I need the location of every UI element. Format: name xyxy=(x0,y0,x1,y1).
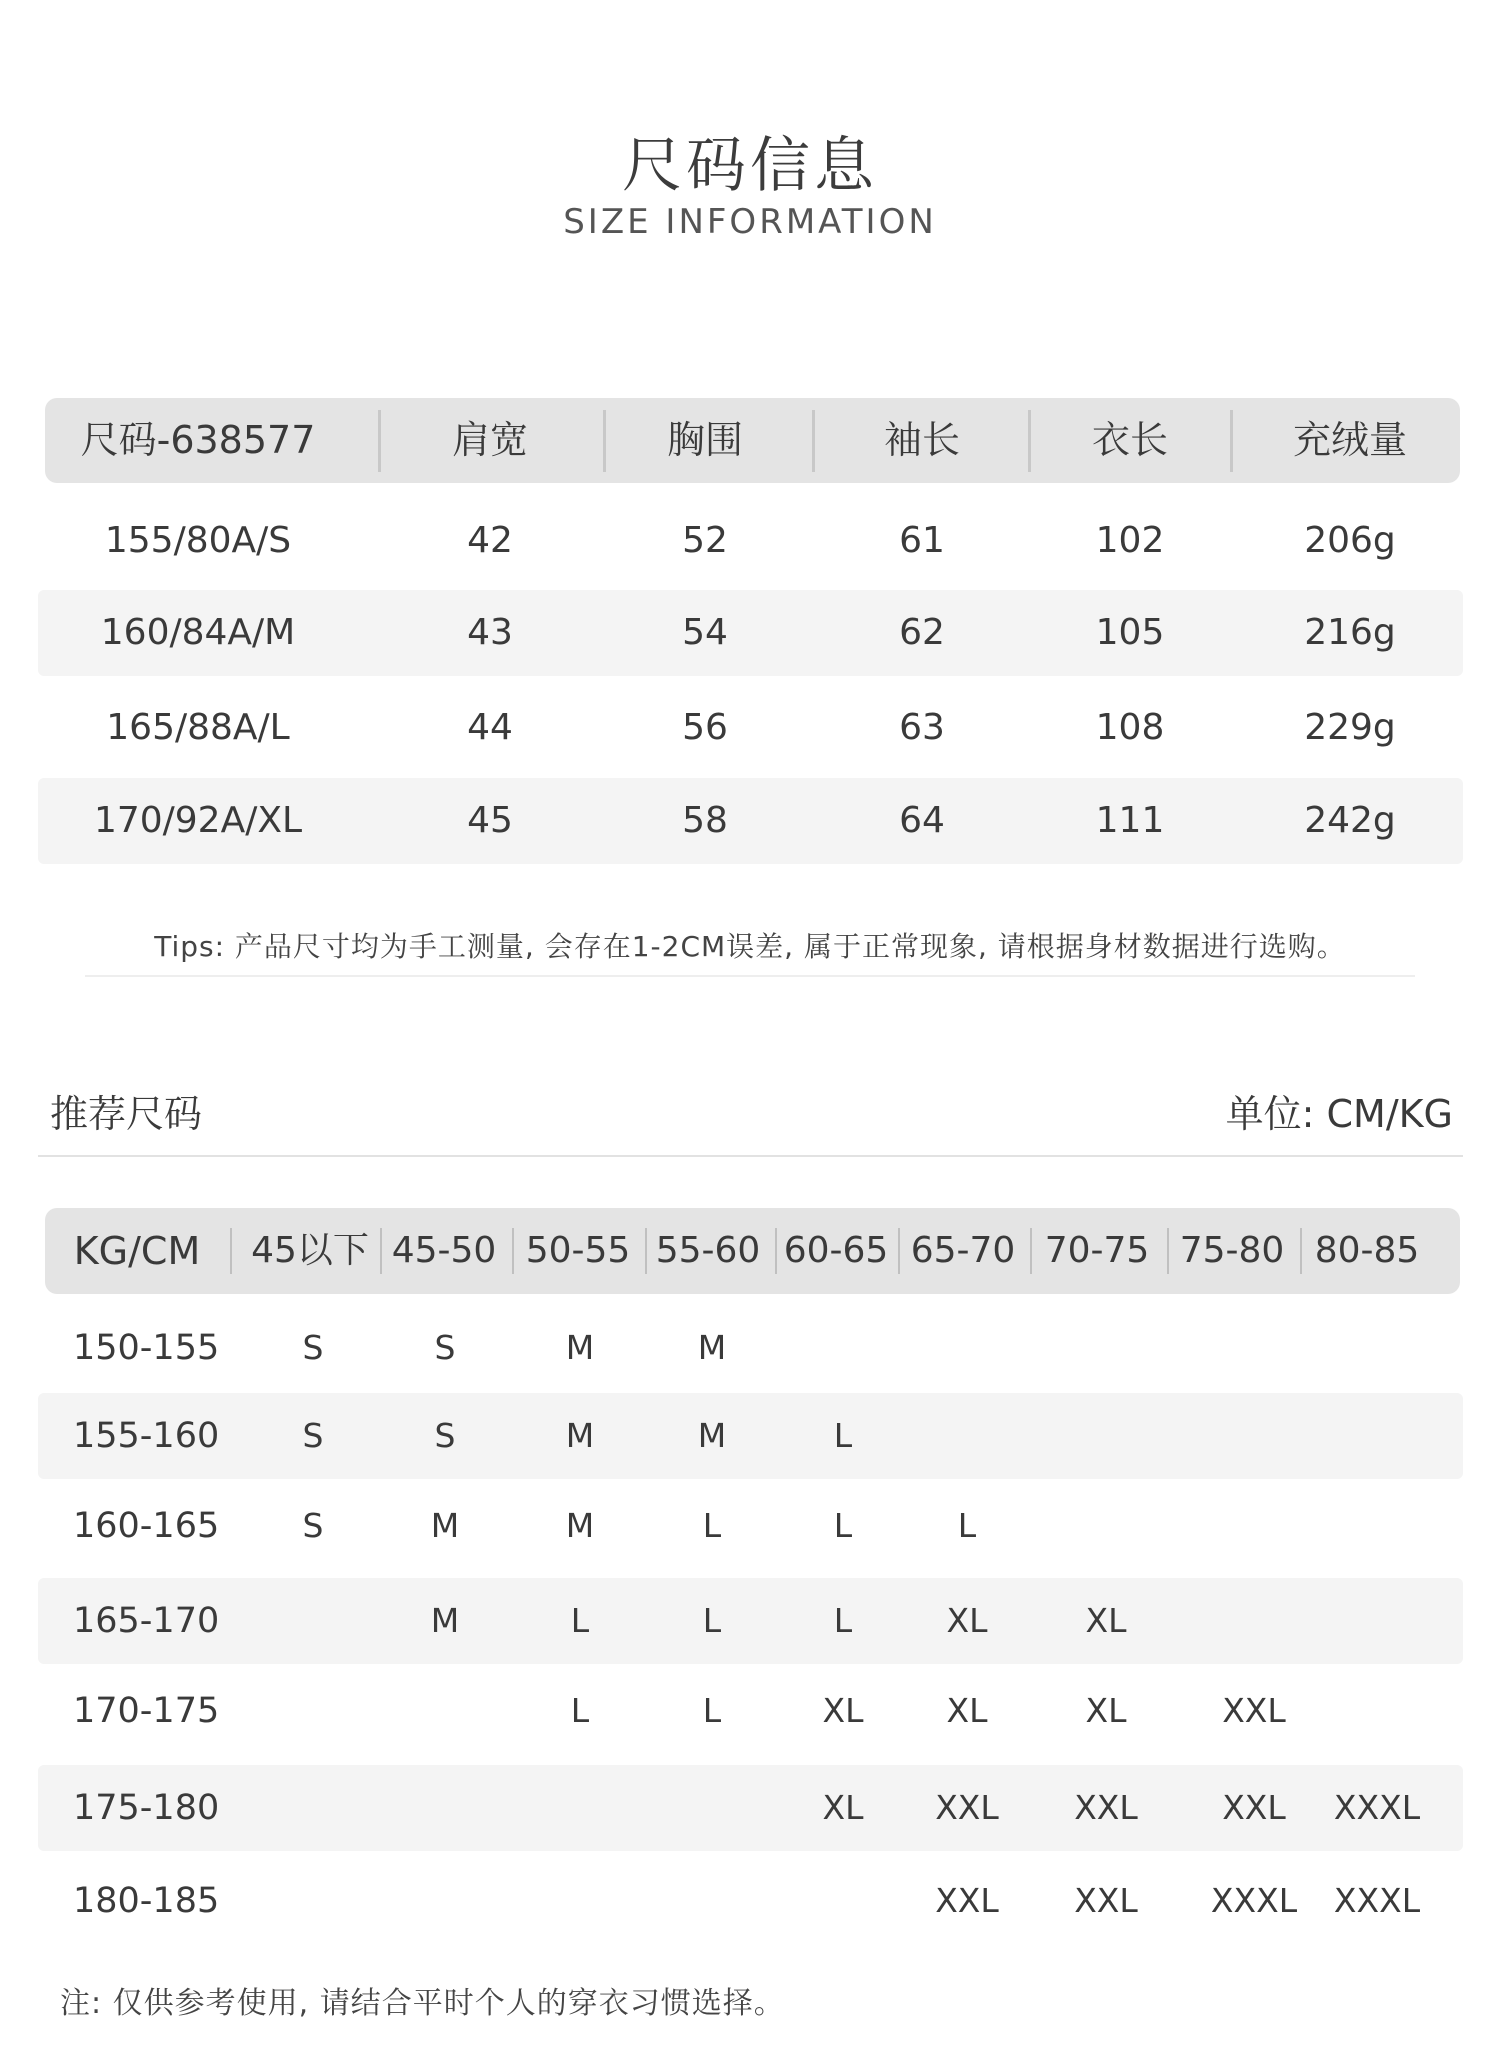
size-cell: S xyxy=(302,1328,324,1367)
divider xyxy=(38,1155,1463,1157)
page-subtitle: SIZE INFORMATION xyxy=(563,202,937,242)
size-cell: XL xyxy=(1085,1601,1127,1640)
table-cell: 63 xyxy=(899,707,945,748)
size-cell xyxy=(1041,1305,1171,1391)
size-cell xyxy=(1041,1483,1171,1569)
size-cell: XXL xyxy=(1222,1788,1286,1827)
size-cell: L xyxy=(702,1601,722,1640)
size-cell: XL xyxy=(822,1691,864,1730)
divider xyxy=(85,975,1415,977)
size-cell: M xyxy=(430,1601,460,1640)
size-cell xyxy=(1189,1483,1319,1569)
header-cell: 肩宽 xyxy=(451,418,528,462)
header-cell: 80-85 xyxy=(1314,1230,1420,1271)
table-row xyxy=(38,1765,1463,1851)
column-separator xyxy=(1028,410,1031,472)
height-range-cell: 180-185 xyxy=(73,1881,220,1921)
table-cell: 58 xyxy=(682,800,728,841)
header-cell: 45以下 xyxy=(251,1230,369,1271)
size-table-header xyxy=(45,398,1460,483)
table-row xyxy=(38,1578,1463,1664)
table-cell: 61 xyxy=(899,520,945,561)
tips-text: Tips: 产品尺寸均为手工测量, 会存在1-2CM误差, 属于正常现象, 请根据身材数据进行选购。 xyxy=(154,930,1346,963)
header-cell: 衣长 xyxy=(1091,418,1168,462)
table-cell: 108 xyxy=(1095,707,1165,748)
size-cell: XXXL xyxy=(1333,1788,1421,1827)
table-cell: 206g xyxy=(1304,520,1396,561)
table-row xyxy=(38,1668,1463,1754)
table-cell: 56 xyxy=(682,707,728,748)
size-cell: L xyxy=(833,1601,853,1640)
size-cell xyxy=(1189,1393,1319,1479)
size-cell: L xyxy=(833,1416,853,1455)
size-cell xyxy=(1312,1668,1442,1754)
size-cell: M xyxy=(697,1416,727,1455)
table-cell: 155/80A/S xyxy=(104,520,292,561)
column-separator xyxy=(230,1228,232,1274)
column-separator xyxy=(380,1228,382,1274)
size-cell: M xyxy=(697,1328,727,1367)
table-cell: 42 xyxy=(467,520,513,561)
size-cell: XL xyxy=(1085,1691,1127,1730)
table-cell: 242g xyxy=(1304,800,1396,841)
header-cell: 55-60 xyxy=(655,1230,761,1271)
height-range-cell: 155-160 xyxy=(73,1416,220,1456)
size-cell xyxy=(248,1765,378,1851)
table-cell: 44 xyxy=(467,707,513,748)
column-separator xyxy=(898,1228,900,1274)
table-cell: 111 xyxy=(1095,800,1165,841)
size-cell: XXXL xyxy=(1333,1881,1421,1920)
column-separator xyxy=(812,410,815,472)
height-range-cell: 175-180 xyxy=(73,1788,220,1828)
size-cell xyxy=(1312,1305,1442,1391)
header-cell: 65-70 xyxy=(910,1230,1016,1271)
column-separator xyxy=(1230,410,1233,472)
size-cell xyxy=(902,1305,1032,1391)
size-cell: M xyxy=(430,1506,460,1545)
table-cell: 43 xyxy=(467,612,513,653)
header-cell: 尺码-638577 xyxy=(80,418,316,462)
size-cell xyxy=(248,1668,378,1754)
size-cell xyxy=(647,1858,777,1944)
column-separator xyxy=(603,410,606,472)
size-cell: XXL xyxy=(935,1788,999,1827)
table-cell: 62 xyxy=(899,612,945,653)
column-separator xyxy=(1030,1228,1032,1274)
header-cell: 60-65 xyxy=(783,1230,889,1271)
size-cell: XXL xyxy=(935,1881,999,1920)
size-cell: M xyxy=(565,1506,595,1545)
size-cell: S xyxy=(434,1416,456,1455)
size-cell: XL xyxy=(946,1691,988,1730)
note-text: 注: 仅供参考使用, 请结合平时个人的穿衣习惯选择。 xyxy=(60,1986,785,2021)
size-cell: L xyxy=(702,1506,722,1545)
column-separator xyxy=(378,410,381,472)
table-cell: 54 xyxy=(682,612,728,653)
size-cell xyxy=(778,1858,908,1944)
size-cell xyxy=(1312,1578,1442,1664)
table-row xyxy=(38,1858,1463,1944)
size-cell xyxy=(1189,1578,1319,1664)
size-cell xyxy=(248,1858,378,1944)
size-cell xyxy=(380,1858,510,1944)
recommend-title: 推荐尺码 xyxy=(50,1092,203,1136)
size-cell: L xyxy=(570,1601,590,1640)
size-cell xyxy=(515,1765,645,1851)
table-cell: 64 xyxy=(899,800,945,841)
table-cell: 216g xyxy=(1304,612,1396,653)
size-cell: L xyxy=(957,1506,977,1545)
table-cell: 45 xyxy=(467,800,513,841)
size-cell: XXL xyxy=(1074,1788,1138,1827)
table-row xyxy=(38,590,1463,676)
height-range-cell: 160-165 xyxy=(73,1506,220,1546)
table-cell: 52 xyxy=(682,520,728,561)
column-separator xyxy=(1300,1228,1302,1274)
size-cell: M xyxy=(565,1416,595,1455)
recommend-table-header xyxy=(45,1208,1460,1294)
header-cell: 充绒量 xyxy=(1292,418,1407,462)
table-cell: 165/88A/L xyxy=(106,707,290,748)
table-row xyxy=(38,1305,1463,1391)
size-cell: S xyxy=(434,1328,456,1367)
size-cell xyxy=(647,1765,777,1851)
size-cell xyxy=(1312,1483,1442,1569)
page-title: 尺码信息 xyxy=(622,131,878,201)
table-row xyxy=(38,1393,1463,1479)
header-cell: 袖长 xyxy=(883,418,960,462)
size-cell xyxy=(778,1305,908,1391)
table-row xyxy=(38,498,1463,584)
table-row xyxy=(38,1483,1463,1569)
size-cell: S xyxy=(302,1416,324,1455)
size-cell xyxy=(515,1858,645,1944)
unit-label: 单位: CM/KG xyxy=(1225,1092,1453,1136)
size-cell xyxy=(380,1765,510,1851)
size-cell xyxy=(1189,1305,1319,1391)
column-separator xyxy=(1167,1228,1169,1274)
size-cell: L xyxy=(702,1691,722,1730)
header-cell: 45-50 xyxy=(391,1230,497,1271)
table-cell: 160/84A/M xyxy=(100,612,296,653)
size-cell: S xyxy=(302,1506,324,1545)
table-cell: 170/92A/XL xyxy=(93,800,303,841)
size-cell xyxy=(1312,1393,1442,1479)
table-cell: 105 xyxy=(1095,612,1165,653)
size-cell xyxy=(380,1668,510,1754)
size-cell xyxy=(248,1578,378,1664)
height-range-cell: 170-175 xyxy=(73,1691,220,1731)
size-cell: L xyxy=(570,1691,590,1730)
size-cell: XL xyxy=(946,1601,988,1640)
table-cell: 102 xyxy=(1095,520,1165,561)
size-cell xyxy=(1041,1393,1171,1479)
column-separator xyxy=(775,1228,777,1274)
size-cell: XXXL xyxy=(1210,1881,1298,1920)
size-cell: XXL xyxy=(1074,1881,1138,1920)
size-cell xyxy=(902,1393,1032,1479)
table-cell: 229g xyxy=(1304,707,1396,748)
size-cell: L xyxy=(833,1506,853,1545)
size-cell: M xyxy=(565,1328,595,1367)
header-cell: 50-55 xyxy=(525,1230,631,1271)
size-cell: XXL xyxy=(1222,1691,1286,1730)
size-cell: XL xyxy=(822,1788,864,1827)
height-range-cell: 150-155 xyxy=(73,1328,220,1368)
header-cell: 胸围 xyxy=(666,418,743,462)
header-cell: 70-75 xyxy=(1044,1230,1150,1271)
header-cell: KG/CM xyxy=(73,1229,201,1273)
table-row xyxy=(38,685,1463,771)
column-separator xyxy=(645,1228,647,1274)
column-separator xyxy=(512,1228,514,1274)
table-row xyxy=(38,778,1463,864)
height-range-cell: 165-170 xyxy=(73,1601,220,1641)
header-cell: 75-80 xyxy=(1179,1230,1285,1271)
